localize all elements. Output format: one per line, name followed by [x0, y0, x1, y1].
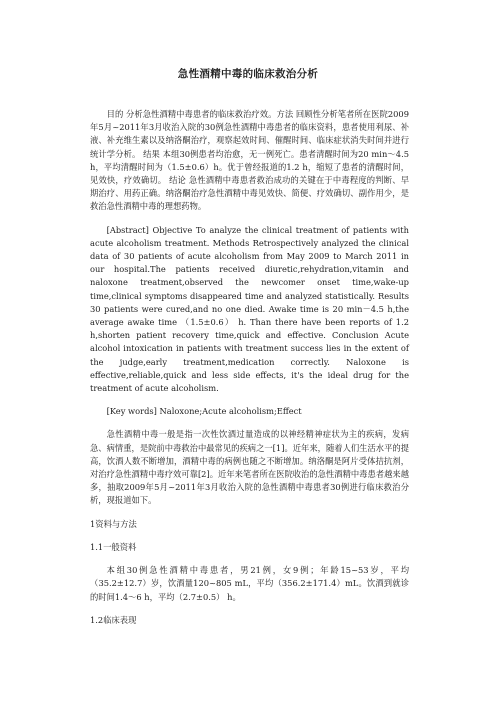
keywords: [Key words] Naloxone;Acute alcoholism;Effect [106, 406, 302, 417]
paper-title: 急性酒精中毒的临床救治分析 [177, 68, 319, 80]
abstract-english: [Abstract] Objective To analyze the clinical treatment of patients with acute alcoholism treatment. Methods Retrospectively analyzed the clinical data of 30 patients of acute alcoholism from May 2009 to March 2011 in our hospital.The patients received diuretic,rehydration,vitamin and naloxone treatment,observed the newcomer onset time,wake-up time,clinical symptoms disappeared time and analyzed statistically. Results 30 patients were cured,and no one died. Awake time is 20 min－4.5 h,the average awake time （1.5±0.6） h. Than there have been reports of 1.2 h,shorten patient recovery time,quick and effective. Conclusion Acute alcohol intoxication in patients with treatment success lies in the extent of the judge,early treatment,medication correctly. Naloxone is effective,reliable,quick and less side effects, it's the ideal drug for the treatment of acute alcoholism. [90, 224, 409, 394]
section-heading-1-2: 1.2临床表现 [90, 614, 137, 625]
paper-body [90, 108, 409, 637]
section-heading-1: 1资料与方法 [90, 518, 137, 529]
section-heading-1-1: 1.1一般资料 [90, 541, 137, 552]
abstract-chinese: 目的 分析急性酒精中毒患者的临床救治疗效。方法 回顾性分析笔者所在医院2009年5月~2011年3月收治入院的30例急性酒精中毒患者的临床资料，患者使用利尿、补液、补充维生素以及纳洛酮治疗，观察起效时间、催醒时间、临床症状消失时间并进行统计学分析。 结果 本组30例患者均治愈，无一例死亡。患者清醒时间为20 min～4.5 h，平均清醒时间为（1.5±0.6）h。优于曾经报道的1.2 h，缩短了患者的清醒时间，见效快，疗效确切。 结论 急性酒精中毒患者救治成功的关键在于中毒程度的判断、早期治疗、用药正确。纳洛酮治疗急性酒精中毒见效快、简便、疗效确切、副作用少，是救治急性酒精中毒的理想药物。 [90, 109, 409, 212]
introduction-paragraph: 急性酒精中毒一般是指一次性饮酒过量造成的以神经精神症状为主的疾病，发病急、病情重，是院前中毒救治中最常见的疾病之一[1]。近年来，随着人们生活水平的提高，饮酒人数不断增加，酒精中毒的病例也随之不断增加。纳洛酮是阿片受体拮抗剂，对治疗急性酒精中毒疗效可靠[2]。近年来笔者所在医院收治的急性酒精中毒患者越来越多，抽取2009年5月~2011年3月收治入院的急性酒精中毒患者30例进行临床救治分析，现报道如下。 [90, 429, 409, 506]
general-data-paragraph: 本组30例急性酒精中毒患者，男21例，女9例；年龄15~53岁，平均（35.2±12.7）岁，饮酒量120~805 mL，平均（356.2±171.4）mL。饮酒到就诊的时间1.4～6 h，平均（2.7±0.5） h。 [90, 565, 409, 602]
